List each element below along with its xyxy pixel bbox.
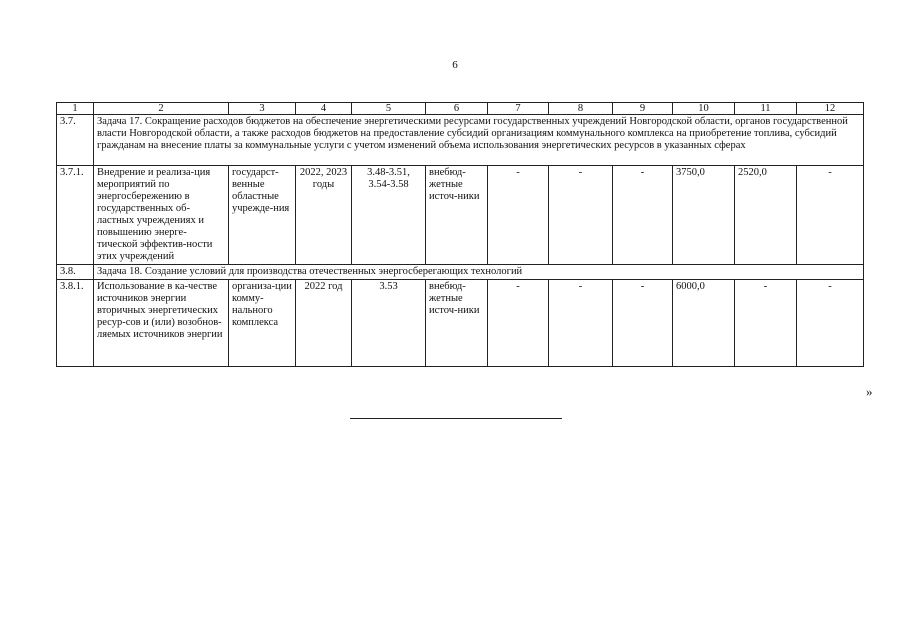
measure-name: Внедрение и реализа-ция мероприятий по энергосбережению в государственных об-ластных учреждениях и повышению энерге-тической эффектив-ности этих учреждений [94, 166, 229, 265]
measure-funding-source: внебюд-жетные источ-ники [426, 280, 488, 367]
measure-executor: государст-венные областные учрежде-ния [229, 166, 296, 265]
task-number: 3.8. [57, 265, 94, 280]
measure-amount: 3750,0 [673, 166, 735, 265]
measure-name: Использование в ка-честве источников энергии вторичных энергетических ресур-сов и (или) возобнов-ляемых источников энергии [94, 280, 229, 367]
measure-amount: - [797, 280, 864, 367]
measure-row [57, 280, 864, 367]
column-number-row [57, 103, 864, 115]
column-number: 12 [797, 103, 864, 115]
measure-funding-source: внебюд-жетные источ-ники [426, 166, 488, 265]
task-row [57, 115, 864, 166]
closing-quote-mark: » [866, 384, 873, 399]
column-number: 6 [426, 103, 488, 115]
page-number: 6 [452, 59, 458, 71]
column-number: 3 [229, 103, 296, 115]
measure-amount: - [613, 166, 673, 265]
closing-rule [350, 418, 562, 419]
column-number: 7 [488, 103, 549, 115]
measure-number: 3.8.1. [57, 280, 94, 367]
measure-amount: 6000,0 [673, 280, 735, 367]
measure-amount: - [735, 280, 797, 367]
measure-target-indicator: 3.53 [352, 280, 426, 367]
measure-amount: 2520,0 [735, 166, 797, 265]
column-number: 1 [57, 103, 94, 115]
measure-period: 2022, 2023 годы [296, 166, 352, 265]
column-number: 2 [94, 103, 229, 115]
column-number: 9 [613, 103, 673, 115]
measure-amount: - [549, 280, 613, 367]
measure-amount: - [797, 166, 864, 265]
task-text: Задача 17. Сокращение расходов бюджетов на обеспечение энергетическими ресурсами государственных учреждений Новгородской области, органов государственной власти Новгородской области, а также расходов бюджетов на предоставление субсидий организациям коммунального комплекса на приобретение топлива, субсидий гражданам на внесение платы за коммунальные услуги с учетом изменений объема использования энергетических ресурсов в указанных сферах [94, 115, 864, 166]
column-number: 8 [549, 103, 613, 115]
measure-executor: организа-ции комму-нального комплекса [229, 280, 296, 367]
task-text: Задача 18. Создание условий для производства отечественных энергосберегающих технологий [94, 265, 864, 280]
column-number: 10 [673, 103, 735, 115]
column-number: 5 [352, 103, 426, 115]
task-row [57, 265, 864, 280]
measure-row [57, 166, 864, 265]
measure-target-indicator: 3.48-3.51, 3.54-3.58 [352, 166, 426, 265]
measure-amount: - [613, 280, 673, 367]
measure-amount: - [488, 166, 549, 265]
measure-amount: - [549, 166, 613, 265]
column-number: 4 [296, 103, 352, 115]
measure-period: 2022 год [296, 280, 352, 367]
task-number: 3.7. [57, 115, 94, 166]
measure-amount: - [488, 280, 549, 367]
measure-number: 3.7.1. [57, 166, 94, 265]
column-number: 11 [735, 103, 797, 115]
program-table [56, 102, 864, 367]
